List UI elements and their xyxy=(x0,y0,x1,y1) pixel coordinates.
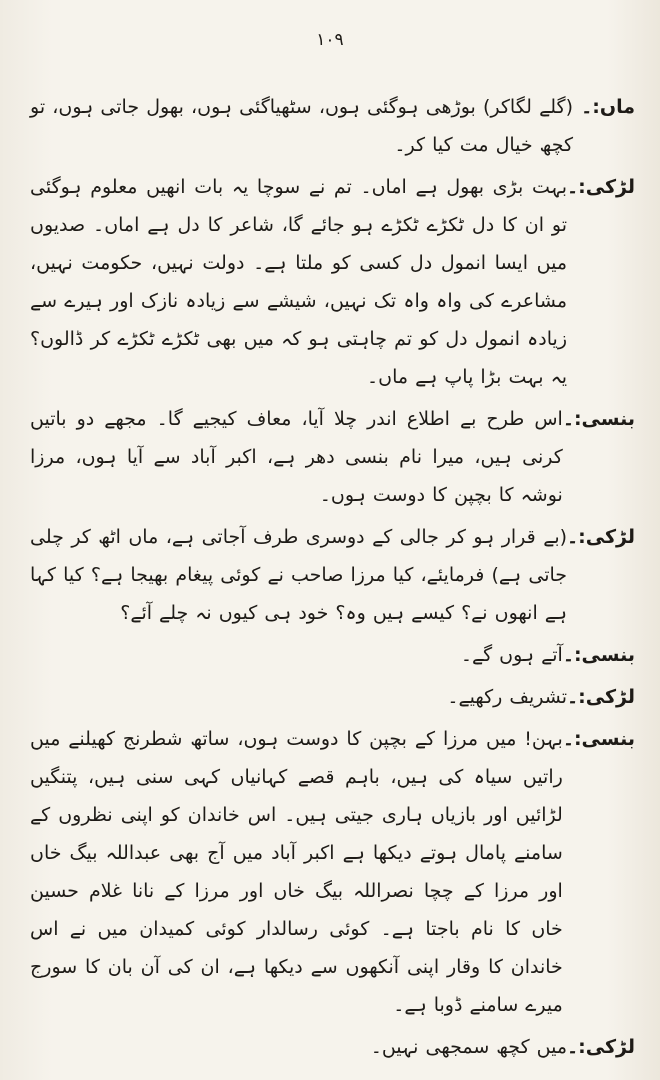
speaker-name: بنسی:۔ xyxy=(562,644,635,666)
dialogue-entry xyxy=(30,678,635,716)
speaker-name: ماں:۔ xyxy=(581,96,635,118)
speech-text: اس طرح بے اطلاع اندر چلا آیا، معاف کیجیے گا۔ مجھے دو باتیں کرنی ہیں، میرا نام بنسی دھر ہے، اکبر آباد سے آیا ہوں، مرزا نوشہ کا بچپن کا دوست ہوں۔ xyxy=(30,408,563,506)
speaker-name: لڑکی:۔ xyxy=(567,1036,635,1058)
page-number: ۱۰۹ xyxy=(316,30,344,50)
dialogue-entry xyxy=(30,400,635,514)
speech-text: بہن! میں مرزا کے بچپن کا دوست ہوں، ساتھ شطرنج کھیلنے میں راتیں سیاہ کی ہیں، باہم قصے کہانیاں کہی سنی ہیں، پتنگیں لڑائیں اور بازیاں ہاری جیتی ہیں۔ اس خاندان کو اپنی نظروں کے سامنے پامال ہوتے دیکھا ہے اکبر آباد میں آج بھی عبداللہ بیگ خاں اور مرزا کے چچا نصراللہ بیگ خاں اور مرزا کے نانا غلام حسین خاں کا نام باجتا ہے۔ کوئی رسالدار کوئی کمیدان میں نے اس خاندان کا وقار اپنی آنکھوں سے دیکھا ہے، ان کی آن بان کا سورج میرے سامنے ڈوبا ہے۔ xyxy=(30,728,563,1016)
speech-text: (بے قرار ہو کر جالی کے دوسری طرف آجاتی ہے، ماں اٹھ کر چلی جاتی ہے) فرمایئے، کیا مرزا صاحب نے کوئی پیغام بھیجا ہے؟ کیا کہا ہے انھوں نے؟ کیسے ہیں وہ؟ خود ہی کیوں نہ چلے آئے؟ xyxy=(30,526,568,624)
speaker-name: لڑکی:۔ xyxy=(567,176,635,198)
dialogue-entry xyxy=(30,636,635,674)
dialogue-entry xyxy=(30,1028,635,1066)
speech-text: بہت بڑی بھول ہے اماں۔ تم نے سوچا یہ بات انھیں معلوم ہوگئی تو ان کا دل ٹکڑے ٹکڑے ہو جائے گا، شاعر کا دل ہے اماں۔ صدیوں میں ایسا انمول دل کسی کو ملتا ہے۔ دولت نہیں، حکومت نہیں، مشاعرے کی واہ واہ تک نہیں، شیشے سے زیادہ نازک اور ہیرے سے زیادہ انمول دل کو تم چاہتی ہو کہ میں بھی ٹکڑے ٹکڑے کر ڈالوں؟ یہ بہت بڑا پاپ ہے ماں۔ xyxy=(30,176,568,388)
dialogue-entry xyxy=(30,88,635,164)
speech-text: تشریف رکھیے۔ xyxy=(447,686,568,708)
dialogue-body xyxy=(30,88,635,1070)
speaker-name: لڑکی:۔ xyxy=(567,686,635,708)
speech-text: (گلے لگاکر) بوڑھی ہوگئی ہوں، سٹھیاگئی ہوں، بھول جاتی ہوں، تو کچھ خیال مت کیا کر۔ xyxy=(30,96,573,156)
speaker-name: لڑکی:۔ xyxy=(567,526,635,548)
dialogue-entry xyxy=(30,168,635,396)
speech-text: آتے ہوں گے۔ xyxy=(460,644,563,666)
speaker-name: بنسی:۔ xyxy=(562,408,635,430)
speech-text: میں کچھ سمجھی نہیں۔ xyxy=(370,1036,568,1058)
dialogue-entry xyxy=(30,720,635,1024)
dialogue-entry xyxy=(30,518,635,632)
speaker-name: بنسی:۔ xyxy=(562,728,635,750)
